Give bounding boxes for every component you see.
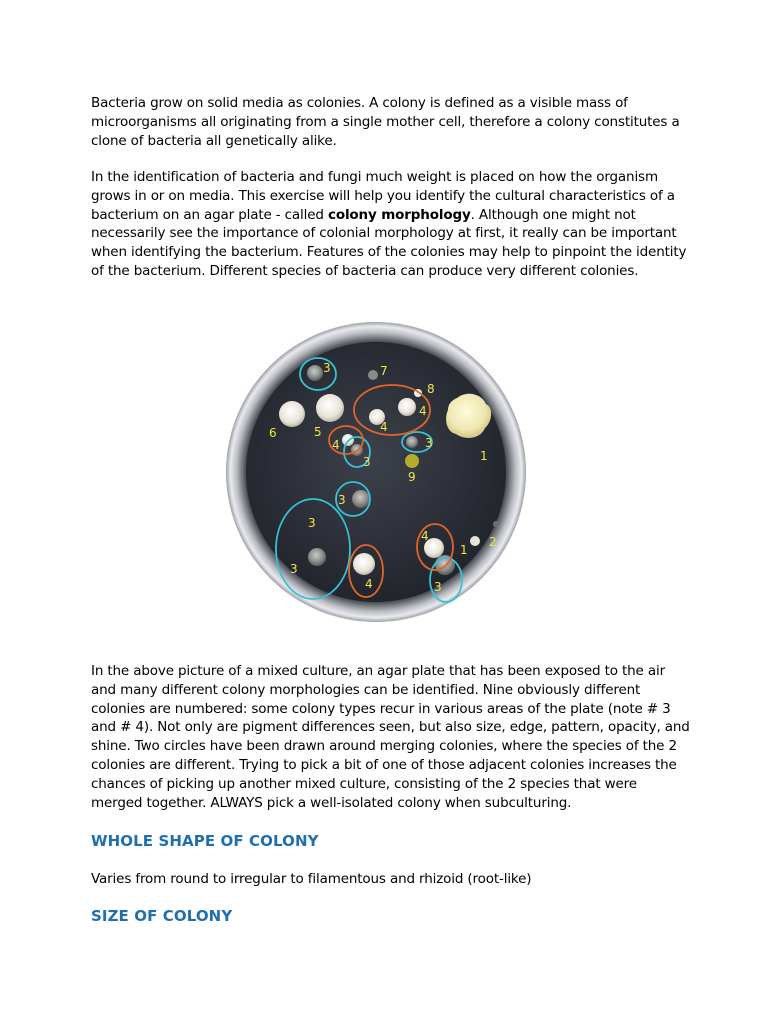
label-2: 2 [489,535,497,549]
colony-3b [406,436,418,448]
label-3-top: 3 [323,361,331,375]
label-4-top: 4 [419,404,427,418]
colony-3a [307,365,323,381]
colony-4a [398,398,416,416]
colony-9 [405,454,419,468]
agar-plate-photo [224,318,536,630]
label-1-small: 1 [460,543,468,557]
label-4-top-left: 4 [380,420,388,434]
identification-text-before: In the identification of bacteria and fungi much weight is placed on how the organism grows in or on media. This exercise will help you identify the cultural characteristics of a bacterium on an agar plate - called [91,169,675,223]
colony-1-small [470,536,480,546]
label-3-mid: 3 [338,493,346,507]
mixed-culture-paragraph: In the above picture of a mixed culture, an agar plate that has been exposed to the air and many different colony morphologies can be identified. Nine obviously different colonies are numbered: some colony types recur in various areas of the plate (note # 3 and # 4). Not only are pigment differences seen, but also size, edge, pattern, opacity, and shine. Two circles have been drawn around merging colonies, where the species of the 2 colonies are different. Trying to pick a bit of one of those adjacent colonies increases the chances of picking up another mixed culture, consisting of the 2 species that were merged together. ALWAYS pick a well-isolated colony when subculturing. [91,663,690,811]
label-7: 7 [380,364,388,378]
identification-text-after: . Although one might not necessarily see the importance of colonial morphology at first, it really can be important when identifying the bacterium. Features of the colonies may help to pinpoint the identity of the bacterium. Different species of bacteria can produce very different colonies. [91,206,687,279]
whole-shape-heading: WHOLE SHAPE OF COLONY [91,832,319,850]
colony-5 [316,394,344,422]
label-4-right: 4 [421,529,429,543]
label-3-large-b: 3 [290,562,298,576]
colony-4d [353,553,375,575]
whole-shape-text: Varies from round to irregular to filamentous and rhizoid (root-like) [91,871,532,887]
label-3-large-a: 3 [308,516,316,530]
colony-morphology-term: colony morphology [327,206,471,223]
label-8: 8 [427,382,435,396]
label-4-bottom: 4 [365,577,373,591]
identification-paragraph [91,168,691,281]
agar-surface [246,342,506,602]
colony-3e [308,548,326,566]
intro-paragraph: Bacteria grow on solid media as colonies. A colony is defined as a visible mass of microorganisms all originating from a single mother cell, therefore a colony constitutes a clone of bacteria all genetically alike. [91,95,680,149]
label-3-center: 3 [363,455,371,469]
label-4-center: 4 [332,438,340,452]
label-1-large: 1 [480,449,488,463]
label-3-lower: 3 [434,580,442,594]
size-of-colony-heading: SIZE OF COLONY [91,907,233,925]
label-9: 9 [408,470,416,484]
colony-3d [352,490,370,508]
label-3-right: 3 [425,436,433,450]
label-6: 6 [269,426,277,440]
colony-7 [368,370,378,380]
colony-6 [279,401,305,427]
label-5: 5 [314,425,322,439]
colony-2 [493,521,499,527]
